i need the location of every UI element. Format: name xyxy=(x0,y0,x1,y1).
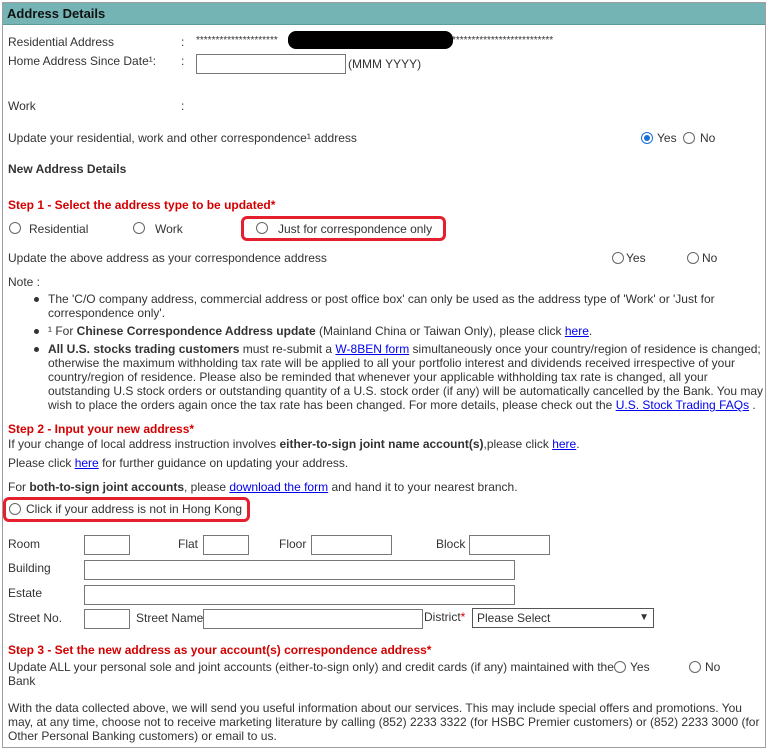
update-yes-radio[interactable] xyxy=(641,132,653,144)
step2-line2: Please click here for further guidance on updating your address. xyxy=(8,456,349,470)
w8ben-link[interactable]: W-8BEN form xyxy=(335,342,410,356)
street-no-input[interactable] xyxy=(84,609,130,629)
step3-line2: Bank xyxy=(8,674,36,688)
room-input[interactable] xyxy=(84,535,130,555)
update-corr-no-label: No xyxy=(702,251,718,265)
update-no-label: No xyxy=(700,131,716,145)
step1-title: Step 1 - Select the address type to be updated* xyxy=(8,198,276,212)
residential-masked-left: ********************* xyxy=(196,35,278,46)
step2-line1: If your change of local address instruction involves either-to-sign joint name account(s),please click here. xyxy=(8,437,580,451)
step3-line1: Update ALL your personal sole and joint accounts (either-to-sign only) and credit cards (if any) maintained with the xyxy=(8,660,614,674)
step3-yes-label: Yes xyxy=(630,660,650,674)
guidance-link[interactable]: here xyxy=(74,456,99,470)
update-corr-label: Update the above address as your correspondence address xyxy=(8,251,327,265)
step3-no-radio[interactable] xyxy=(689,661,701,673)
flat-label: Flat xyxy=(178,537,199,551)
work-option-label: Work xyxy=(155,222,183,236)
note-bullet-2: ¹ For Chinese Correspondence Address update (Mainland China or Taiwan Only), please click here. xyxy=(48,324,593,338)
estate-input[interactable] xyxy=(84,585,515,605)
note-bullet-3: All U.S. stocks trading customers must re-submit a W-8BEN form simultaneously once your country/region of residence is changed; otherwise the maximum withholding tax rate will be applied to all your portfolio interest and dividends received irrespective of your country/region of residence. Please also be reminded that whenever your applicable withholding tax rate is changed, all your outstanding U.S stock orders or outstanding quantity of a U.S. stock order (if any) will be automatically cancelled by the Bank. You may wish to place the orders again once the tax rate has been changed. For more details, please check out the U.S. Stock Trading FAQs . xyxy=(48,342,764,412)
street-name-input[interactable] xyxy=(203,609,423,629)
residential-radio[interactable] xyxy=(9,222,21,234)
home-since-colon: : xyxy=(181,54,185,68)
correspondence-option-label: Just for correspondence only xyxy=(278,222,433,236)
work-colon: : xyxy=(181,99,185,113)
update-corr-yes-radio[interactable] xyxy=(612,252,624,264)
update-corr-no-radio[interactable] xyxy=(687,252,699,264)
work-label: Work xyxy=(8,99,36,113)
district-select[interactable] xyxy=(472,608,654,628)
bullet xyxy=(34,347,39,352)
note-bullet-1: The 'C/O company address, commercial address or post office box' can only be used as the address type of 'Work' or 'Just for correspondence only'. xyxy=(48,292,715,320)
residential-colon: : xyxy=(181,35,185,49)
joint-account-link[interactable]: here xyxy=(552,437,577,451)
home-since-hint: (MMM YYYY) xyxy=(348,57,422,71)
building-input[interactable] xyxy=(84,560,515,580)
street-no-label: Street No. xyxy=(8,611,63,625)
residential-masked-right: ************************** xyxy=(452,35,554,46)
step3-title: Step 3 - Set the new address as your account(s) correspondence address* xyxy=(8,643,432,657)
block-input[interactable] xyxy=(469,535,550,555)
home-since-input[interactable] xyxy=(196,54,346,74)
residential-option-label: Residential xyxy=(29,222,89,236)
update-yes-label: Yes xyxy=(657,131,677,145)
bullet xyxy=(34,297,39,302)
estate-label: Estate xyxy=(8,586,43,600)
step2-title: Step 2 - Input your new address* xyxy=(8,422,195,436)
street-name-label: Street Name xyxy=(136,611,204,625)
download-form-link[interactable]: download the form xyxy=(229,480,329,494)
redaction-bar xyxy=(288,31,453,49)
note-title: Note : xyxy=(8,275,41,289)
update-question: Update your residential, work and other correspondence¹ address xyxy=(8,131,357,145)
residential-label: Residential Address xyxy=(8,35,115,49)
marketing-disclaimer: With the data collected above, we will send you useful information about our services. This may include special offers and promotions. You may, at any time, choose not to receive marketing literature by calling (852) 2233 3322 (for HSBC Premier customers) or (852) 2233 3000 (for Other Personal Banking customers) or email to us. xyxy=(8,701,760,743)
correspondence-radio[interactable] xyxy=(256,222,268,234)
work-radio[interactable] xyxy=(133,222,145,234)
step3-yes-radio[interactable] xyxy=(614,661,626,673)
section-title: Address Details xyxy=(7,6,106,21)
section-header xyxy=(3,3,765,25)
home-since-label: Home Address Since Date¹: xyxy=(8,54,157,68)
chinese-address-link[interactable]: here xyxy=(564,324,589,338)
us-stock-faq-link[interactable]: U.S. Stock Trading FAQs xyxy=(615,398,750,412)
floor-input[interactable] xyxy=(311,535,392,555)
new-address-title: New Address Details xyxy=(8,162,127,176)
floor-label: Floor xyxy=(279,537,307,551)
update-no-radio[interactable] xyxy=(683,132,695,144)
not-hk-radio[interactable] xyxy=(9,503,21,515)
not-hk-label: Click if your address is not in Hong Kong xyxy=(26,502,243,516)
update-corr-yes-label: Yes xyxy=(626,251,646,265)
district-select-value: Please Select xyxy=(477,611,551,625)
chevron-down-icon: ▼ xyxy=(639,612,649,623)
bullet xyxy=(34,329,39,334)
district-label: District* xyxy=(424,610,466,624)
step3-no-label: No xyxy=(705,660,721,674)
flat-input[interactable] xyxy=(203,535,249,555)
step2-line3: For both-to-sign joint accounts, please download the form and hand it to your nearest branch. xyxy=(8,480,518,494)
room-label: Room xyxy=(8,537,41,551)
block-label: Block xyxy=(436,537,466,551)
building-label: Building xyxy=(8,561,51,575)
